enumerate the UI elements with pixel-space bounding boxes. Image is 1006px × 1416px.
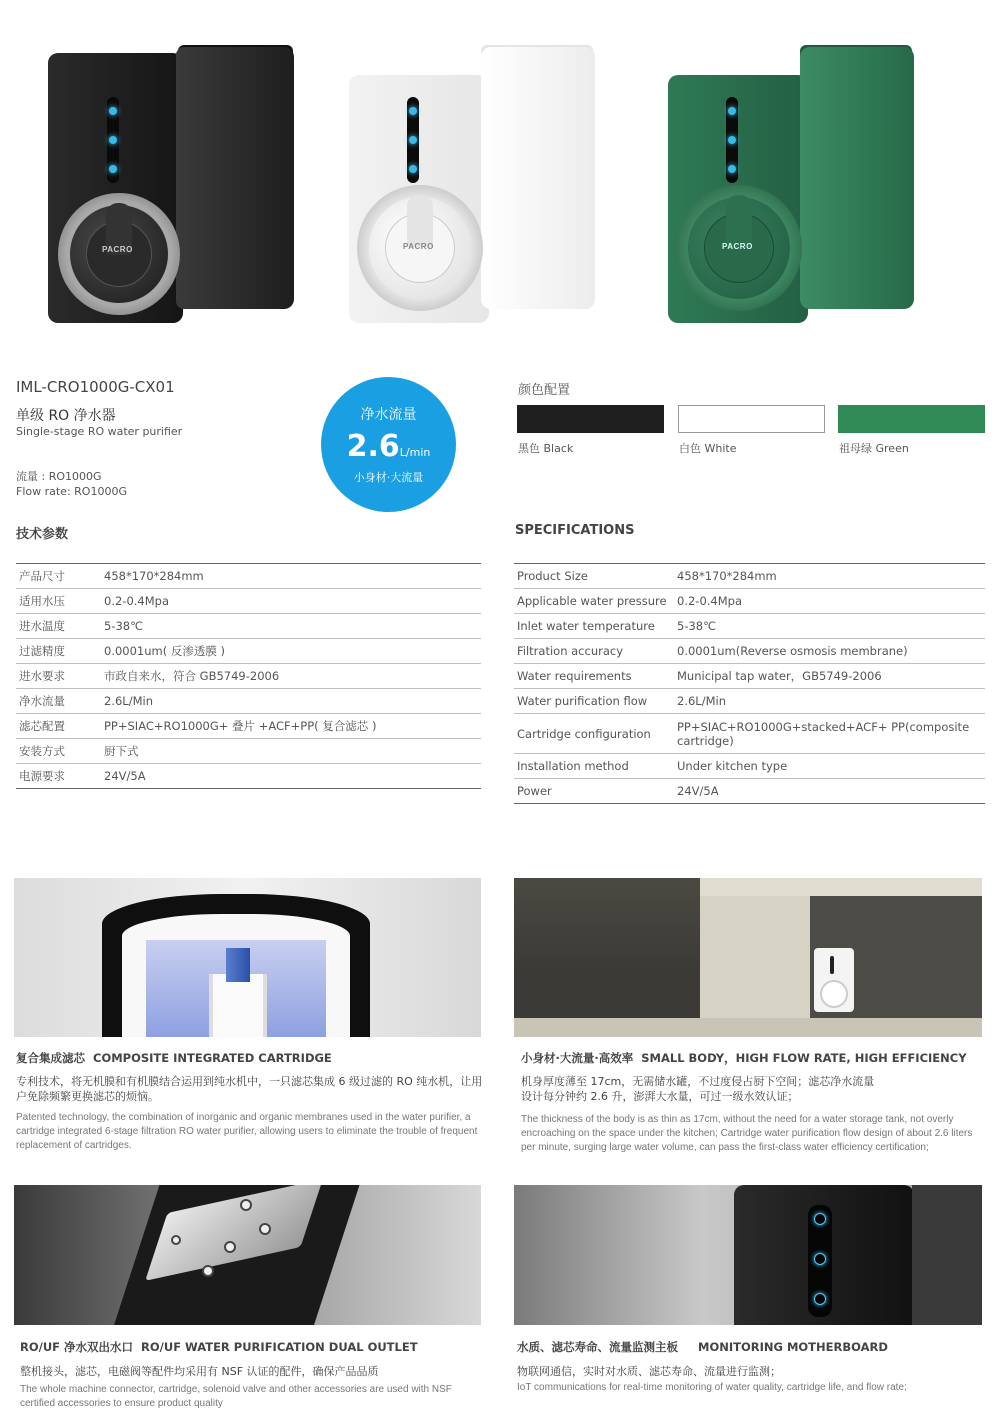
feature-title-motherboard: 水质、滤芯寿命、流量监测主板 MONITORING MOTHERBOARD bbox=[517, 1340, 888, 1354]
product-white bbox=[349, 45, 597, 325]
spec-value: 2.6L/Min bbox=[674, 689, 985, 714]
water-led-icon bbox=[814, 1293, 826, 1305]
filter-led-icon bbox=[814, 1253, 826, 1265]
spec-label: Power bbox=[514, 779, 674, 804]
badge-label: 净水流量 bbox=[360, 407, 417, 423]
spec-value: Under kitchen type bbox=[674, 754, 985, 779]
feature-title-dual-outlet: RO/UF 净水双出水口 RO/UF WATER PURIFICATION DUAL OUTLET bbox=[20, 1340, 418, 1354]
feature-title-small-body: 小身材·大流量·高效率 SMALL BODY，HIGH FLOW RATE, HIGH EFFICIENCY bbox=[521, 1051, 967, 1065]
spec-value: PP+SIAC+RO1000G+stacked+ACF+ PP(composite cartridge) bbox=[674, 714, 985, 754]
spec-label: Water requirements bbox=[514, 664, 674, 689]
spec-label: Installation method bbox=[514, 754, 674, 779]
spec-value: 厨下式 bbox=[101, 739, 481, 764]
specs-table-cn bbox=[16, 563, 481, 789]
flow-rate-en: Flow rate: RO1000G bbox=[16, 485, 127, 498]
feature-desc-en-cartridge: Patented technology, the combination of inorganic and organic membranes used in the water purifier, a cartridge integrated 6-stage filtration RO water purifier, allowing users to eliminate the trouble of frequent replacement of cartridges. bbox=[16, 1112, 478, 1151]
status-led-strip bbox=[107, 97, 119, 183]
filter-led-icon bbox=[409, 136, 417, 144]
spec-label: 滤芯配置 bbox=[16, 714, 101, 739]
status-led-strip bbox=[726, 97, 738, 183]
spec-label: Water purification flow bbox=[514, 689, 674, 714]
spec-value: 0.0001um( 反渗透膜 ) bbox=[101, 639, 481, 664]
spec-row bbox=[514, 614, 985, 639]
feature-desc-cn-small-body: 机身厚度薄至 17cm，无需储水罐，不过度侵占厨下空间；滤芯净水流量设计每分钟约 2.6 升，澎湃大水量，可过一级水效认证； bbox=[521, 1075, 875, 1103]
specs-title-en: SPECIFICATIONS bbox=[515, 523, 635, 538]
spec-row bbox=[16, 589, 481, 614]
swatch-green bbox=[838, 405, 985, 433]
spec-row bbox=[16, 714, 481, 739]
spec-label: Product Size bbox=[514, 564, 674, 589]
kitchen-install-image bbox=[514, 878, 982, 1037]
model-number: IML-CRO1000G-CX01 bbox=[16, 378, 175, 396]
spec-label: Applicable water pressure bbox=[514, 589, 674, 614]
motherboard-image bbox=[514, 1185, 982, 1325]
power-led-icon bbox=[728, 107, 736, 115]
power-led-icon bbox=[814, 1213, 826, 1225]
swatch-black bbox=[517, 405, 664, 433]
filter-led-icon bbox=[109, 136, 117, 144]
dual-outlet-image bbox=[14, 1185, 481, 1325]
spec-label: 进水温度 bbox=[16, 614, 101, 639]
spec-label: 适用水压 bbox=[16, 589, 101, 614]
spec-row bbox=[16, 764, 481, 789]
spec-value: 2.6L/Min bbox=[101, 689, 481, 714]
spec-row bbox=[16, 664, 481, 689]
spec-label: 进水要求 bbox=[16, 664, 101, 689]
product-green bbox=[668, 45, 916, 325]
spec-value: 24V/5A bbox=[674, 779, 985, 804]
spec-label: 安装方式 bbox=[16, 739, 101, 764]
specs-table-en bbox=[514, 563, 985, 804]
water-led-icon bbox=[109, 165, 117, 173]
brand-logo: PACRO bbox=[403, 242, 434, 251]
spec-row bbox=[514, 589, 985, 614]
spec-row bbox=[16, 689, 481, 714]
spec-label: 净水流量 bbox=[16, 689, 101, 714]
spec-row bbox=[514, 714, 985, 754]
spec-row bbox=[514, 754, 985, 779]
spec-row bbox=[514, 664, 985, 689]
product-title-cn: 单级 RO 净水器 bbox=[16, 408, 116, 424]
spec-label: 产品尺寸 bbox=[16, 564, 101, 589]
spec-label: Cartridge configuration bbox=[514, 714, 674, 754]
spec-value: 24V/5A bbox=[101, 764, 481, 789]
water-led-icon bbox=[409, 165, 417, 173]
spec-label: Inlet water temperature bbox=[514, 614, 674, 639]
feature-desc-en-dual-outlet: The whole machine connector, cartridge, solenoid valve and other accessories are used with NSF certified accessories to ensure product quality bbox=[20, 1384, 452, 1409]
product-black bbox=[48, 45, 296, 325]
feature-desc-cn-dual-outlet: 整机接头，滤芯，电磁阀等配件均采用有 NSF 认证的配件，确保产品品质 bbox=[20, 1365, 379, 1378]
status-led-strip bbox=[407, 97, 419, 183]
spec-value: PP+SIAC+RO1000G+ 叠片 +ACF+PP( 复合滤芯 ) bbox=[101, 714, 481, 739]
filter-led-icon bbox=[728, 136, 736, 144]
spec-value: 市政自来水，符合 GB5749-2006 bbox=[101, 664, 481, 689]
feature-desc-en-small-body: The thickness of the body is as thin as 17cm, without the need for a water storage tank, not overly encroaching on the space under the kitchen; Cartridge water purification flow design of about 2.6 liters per minute, surging large water volume, can pass the first-class water efficiency certification; bbox=[521, 1114, 973, 1153]
spec-value: 458*170*284mm bbox=[101, 564, 481, 589]
spec-row bbox=[16, 639, 481, 664]
spec-label: Filtration accuracy bbox=[514, 639, 674, 664]
spec-value: 0.2-0.4Mpa bbox=[674, 589, 985, 614]
spec-row bbox=[514, 639, 985, 664]
spec-row bbox=[16, 739, 481, 764]
swatch-white bbox=[678, 405, 825, 433]
swatch-label-white: 白色 White bbox=[679, 442, 737, 455]
badge-unit: L/min bbox=[399, 446, 431, 459]
brand-logo: PACRO bbox=[102, 245, 133, 254]
feature-desc-cn-cartridge: 专利技术，将无机膜和有机膜结合运用到纯水机中，一只滤芯集成 6 级过滤的 RO 纯水机，让用户免除频繁更换滤芯的烦恼。 bbox=[16, 1075, 483, 1103]
brand-logo: PACRO bbox=[722, 242, 753, 251]
spec-row bbox=[16, 564, 481, 589]
color-options-title: 颜色配置 bbox=[518, 383, 571, 398]
feature-desc-cn-motherboard: 物联网通信，实时对水质、滤芯寿命、流量进行监测； bbox=[517, 1365, 781, 1378]
spec-row bbox=[16, 614, 481, 639]
feature-desc-en-motherboard: IoT communications for real-time monitoring of water quality, cartridge life, and flow rate; bbox=[517, 1382, 907, 1393]
power-led-icon bbox=[109, 107, 117, 115]
specs-title-cn: 技术参数 bbox=[16, 527, 69, 542]
badge-slogan: 小身材·大流量 bbox=[353, 471, 424, 484]
spec-value: 0.2-0.4Mpa bbox=[101, 589, 481, 614]
swatch-label-black: 黑色 Black bbox=[518, 442, 574, 455]
spec-label: 过滤精度 bbox=[16, 639, 101, 664]
cartridge-image bbox=[14, 878, 481, 1037]
badge-value: 2.6L/min bbox=[346, 429, 431, 464]
flow-badge bbox=[321, 377, 456, 512]
spec-label: 电源要求 bbox=[16, 764, 101, 789]
swatch-label-green: 祖母绿 Green bbox=[839, 442, 909, 455]
power-led-icon bbox=[409, 107, 417, 115]
spec-row bbox=[514, 779, 985, 804]
spec-value: 5-38℃ bbox=[101, 614, 481, 639]
spec-value: Municipal tap water，GB5749-2006 bbox=[674, 664, 985, 689]
led-panel bbox=[808, 1205, 832, 1317]
flow-rate-cn: 流量 : RO1000G bbox=[16, 470, 102, 483]
spec-row bbox=[514, 564, 985, 589]
spec-value: 5-38℃ bbox=[674, 614, 985, 639]
water-led-icon bbox=[728, 165, 736, 173]
spec-row bbox=[514, 689, 985, 714]
product-title-en: Single-stage RO water purifier bbox=[16, 425, 183, 438]
spec-value: 0.0001um(Reverse osmosis membrane) bbox=[674, 639, 985, 664]
feature-title-cartridge: 复合集成滤芯 COMPOSITE INTEGRATED CARTRIDGE bbox=[16, 1051, 332, 1065]
spec-value: 458*170*284mm bbox=[674, 564, 985, 589]
